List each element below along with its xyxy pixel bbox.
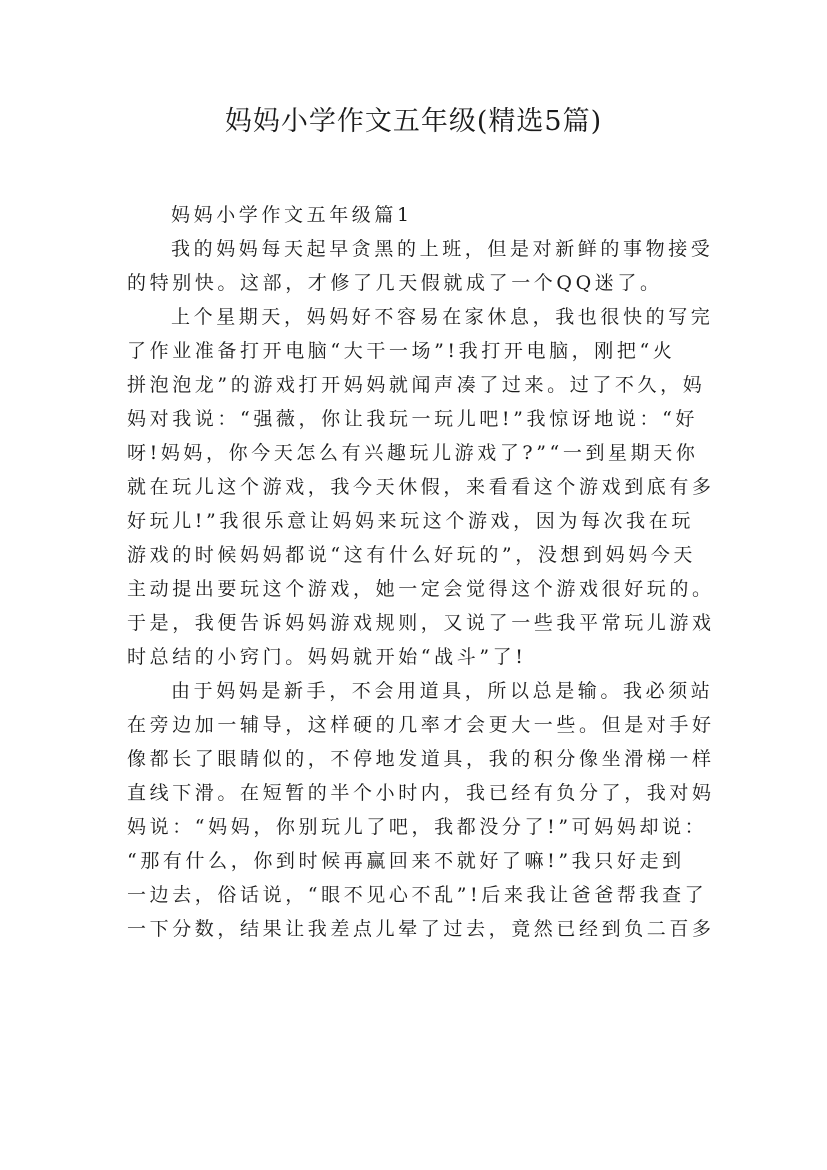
text-line: 好玩儿!”我很乐意让妈妈来玩这个游戏，因为每次我在玩 [127,510,694,532]
document-title: 妈妈小学作文五年级(精选5篇) [224,106,603,137]
text-line: 像都长了眼睛似的，不停地发道具，我的积分像坐滑梯一样 [127,748,715,770]
text-line: 拼泡泡龙”的游戏打开妈妈就闻声凑了过来。过了不久，妈 [127,374,706,396]
text-line: 由于妈妈是新手，不会用道具，所以总是输。我必须站 [171,680,714,702]
text-line: 就在玩儿这个游戏，我今天休假，来看看这个游戏到底有多 [127,476,715,498]
text-line: 上个星期天，妈妈好不容易在家休息，我也很快的写完 [171,306,714,328]
text-line: 游戏的时候妈妈都说“这有什么好玩的”，没想到妈妈今天 [127,544,697,566]
text-line: 了作业准备打开电脑“大干一场”!我打开电脑，刚把“火 [127,340,676,362]
text-line: 的特别快。这部，才修了几天假就成了一个QQ迷了。 [127,272,663,294]
text-line: 直线下滑。在短暂的半个小时内，我已经有负分了，我对妈 [127,782,715,804]
text-line: “那有什么，你到时候再赢回来不就好了嘛!”我只好走到 [127,850,685,872]
text-line: 呀!妈妈，你今天怎么有兴趣玩儿游戏了?”“一到星期天你 [127,442,699,464]
text-line: 一边去，俗话说，“眼不见心不乱”!后来我让爸爸帮我查了 [127,884,708,906]
text-line: 在旁边加一辅导，这样硬的几率才会更大一些。但是对手好 [127,714,715,736]
document-body [127,198,715,946]
paragraph-lines [127,232,715,946]
text-line: 时总结的小窍门。妈妈就开始“战斗”了! [127,646,527,668]
text-line: 主动提出要玩这个游戏，她一定会觉得这个游戏很好玩的。 [127,578,715,600]
section-heading: 妈妈小学作文五年级篇1 [171,204,413,226]
text-line: 一下分数，结果让我差点儿晕了过去，竟然已经到负二百多 [127,918,715,940]
text-line: 妈对我说：“强薇，你让我玩一玩儿吧!”我惊讶地说：“好 [127,408,698,430]
text-line: 我的妈妈每天起早贪黑的上班，但是对新鲜的事物接受 [171,238,714,260]
text-line: 于是，我便告诉妈妈游戏规则，又说了一些我平常玩儿游戏 [127,612,715,634]
text-line: 妈说：“妈妈，你别玩儿了吧，我都没分了!”可妈妈却说： [127,816,708,838]
